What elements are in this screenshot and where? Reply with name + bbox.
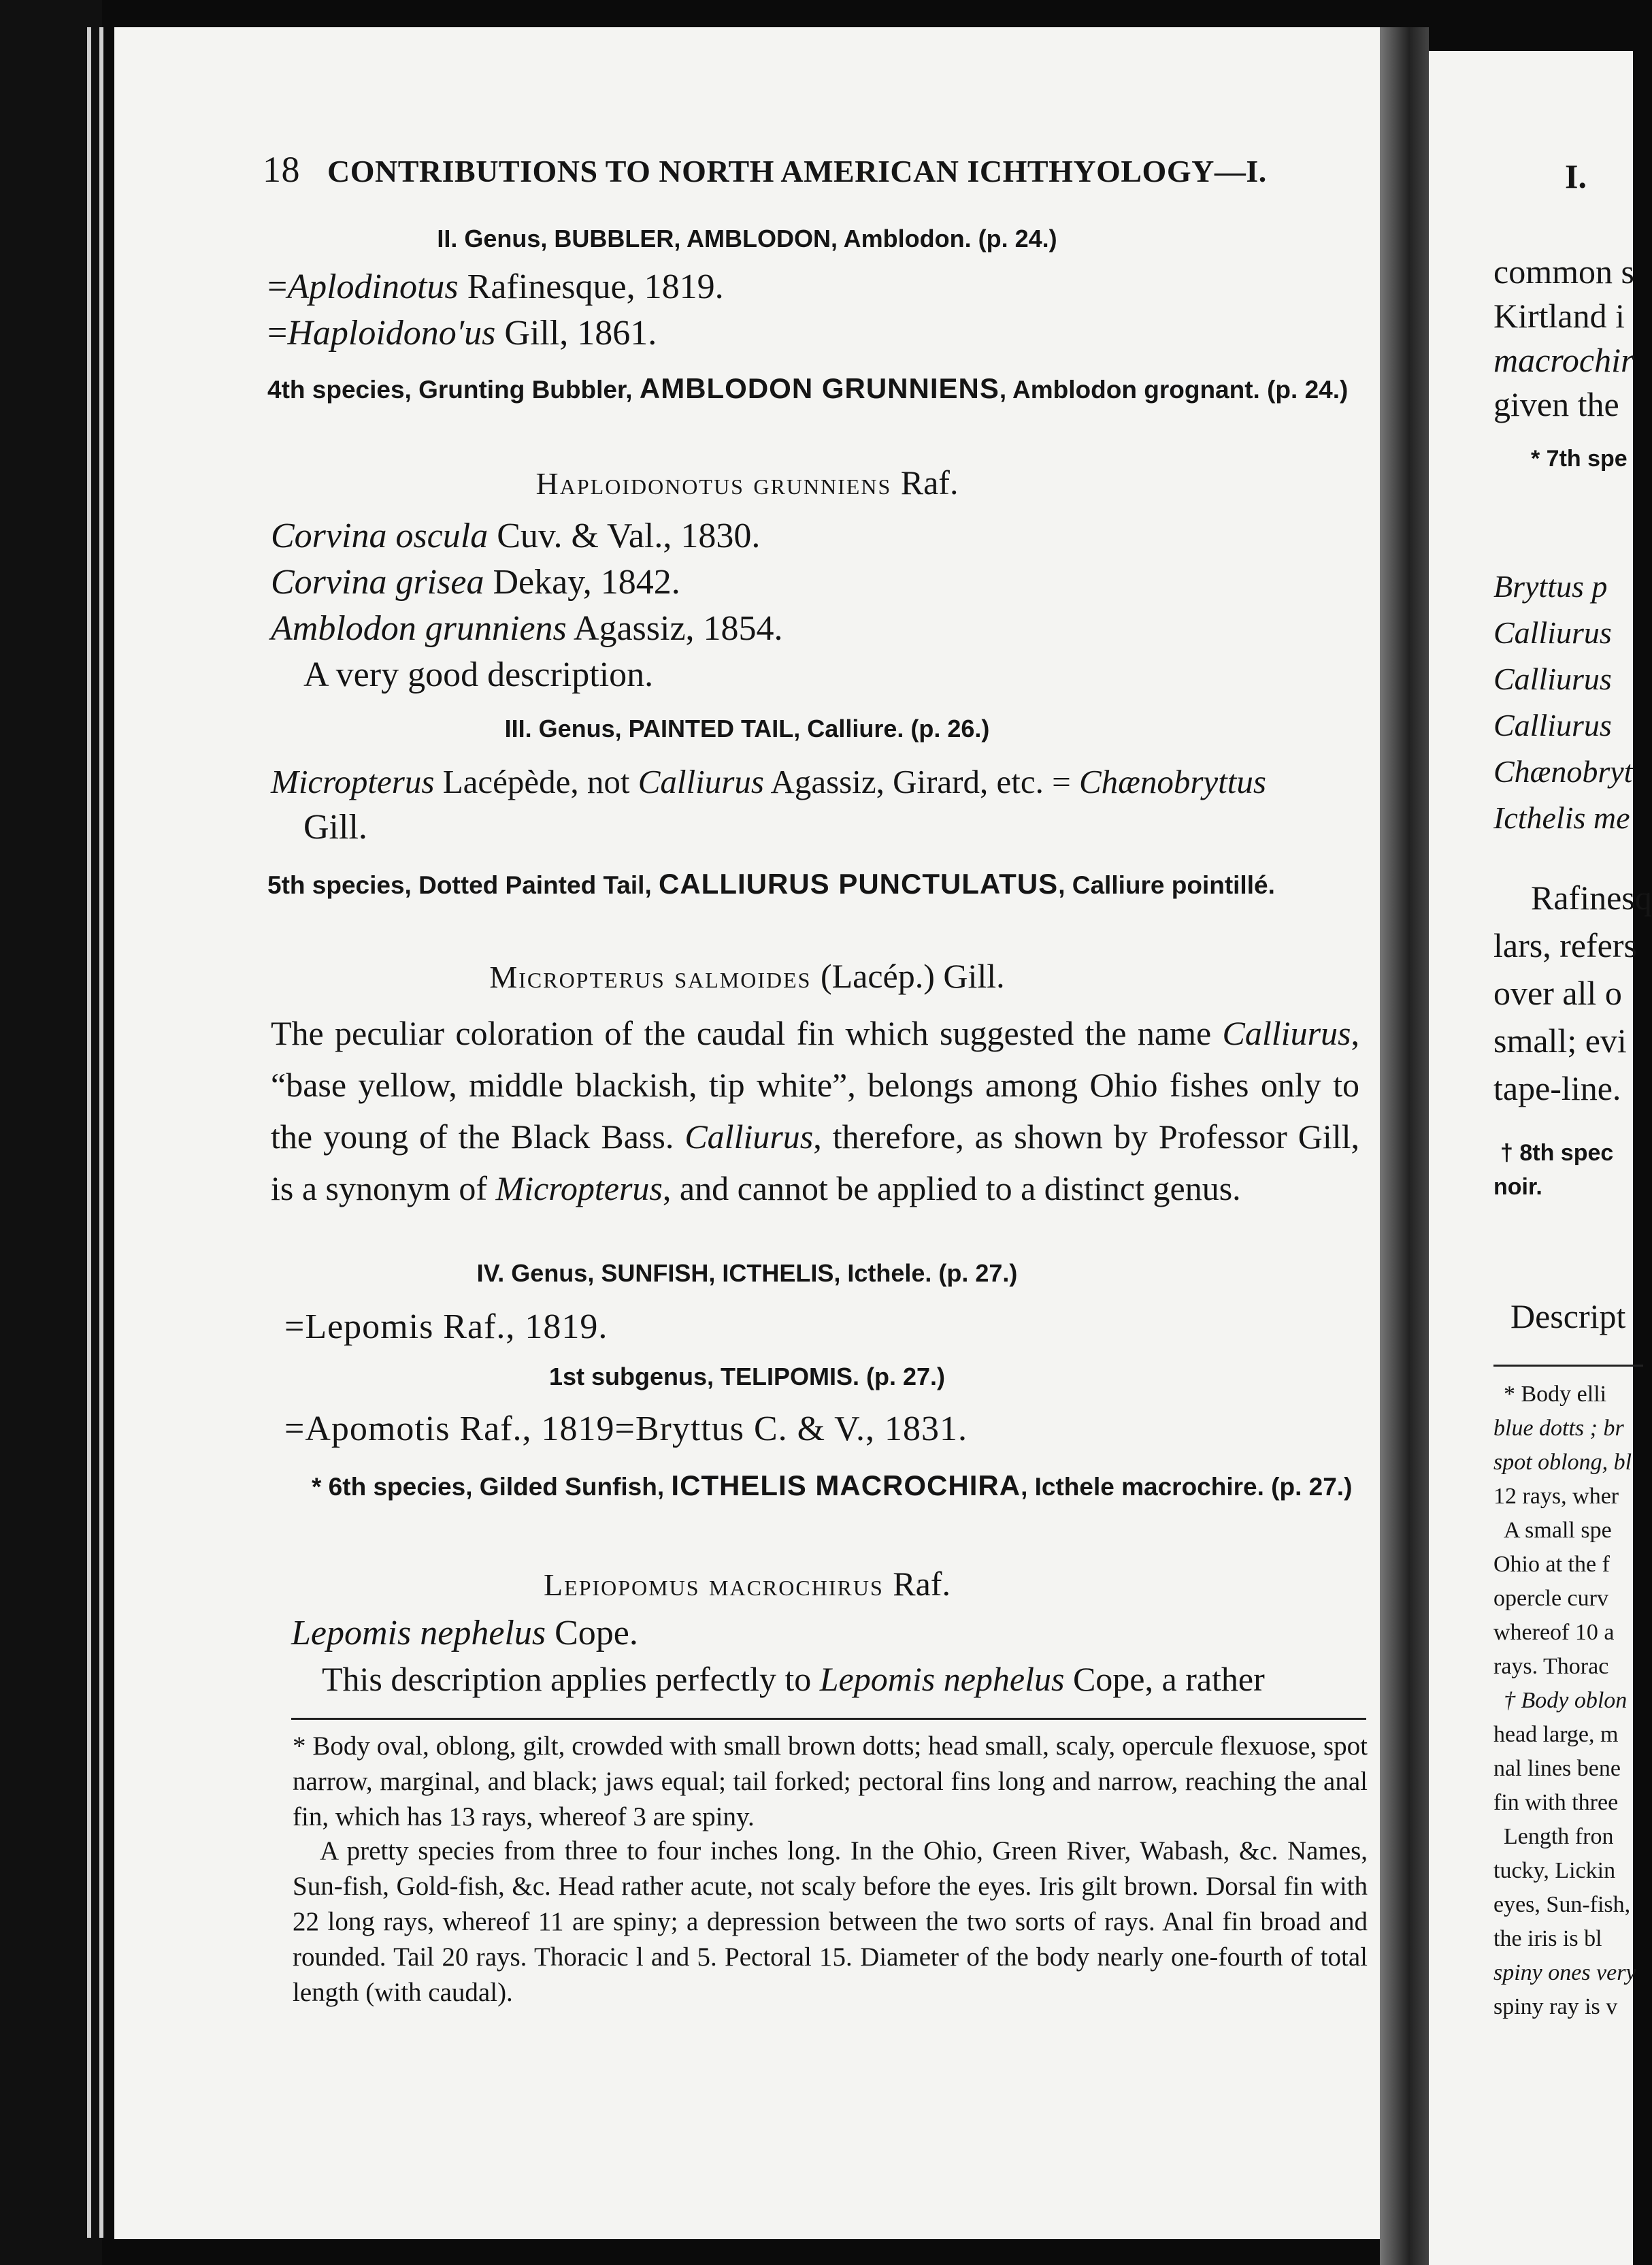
right-note: fin with three	[1493, 1790, 1619, 1815]
footnote-notes: A pretty species from three to four inches long. In the Ohio, Green River, Wabash, &c. Names, Sun-fish, Gold-fish, &c. Head rather acute, not scaly before the eyes. Iris gilt brown. Dorsal fin with 22 long rays, whereof 11 are spiny; a depression between the two sorts of rays. Anal fin broad and rounded. Tail 20 rays. Thoracic l and 5. Pectoral 15. Diameter of the body nearly one-fourth of total length (with caudal).	[293, 1836, 1368, 2007]
running-header	[263, 148, 1267, 191]
synonym-line: Amblodon grunniens Agassiz, 1854.	[271, 609, 783, 648]
scientific-name-4: Haploidonotus grunniens Raf.	[535, 463, 959, 502]
left-page	[114, 27, 1380, 2239]
running-title: CONTRIBUTIONS TO NORTH AMERICAN ICHTHYOLOGY—I.	[327, 154, 1267, 189]
right-note: rays. Thorac	[1493, 1654, 1609, 1679]
micropterus-synonym-author: Gill.	[303, 808, 367, 847]
right-note: Length fron	[1504, 1824, 1614, 1849]
paragraph-nephelus: This description applies perfectly to Lepomis nephelus Cope, a rather	[322, 1660, 1265, 1698]
paragraph-calliurus: The peculiar coloration of the caudal fin which suggested the name Calliurus, “base yellow, middle blackish, tip white”, belongs among Ohio fishes only to the young of the Black Bass. Calliurus, therefore, as shown by Professor Gill, is a synonym of Micropterus, and cannot be applied to a distinct genus.	[271, 1014, 1359, 1207]
right-header: I.	[1565, 157, 1587, 195]
synonym-lepomis-nephelus: Lepomis nephelus Cope.	[291, 1614, 638, 1652]
description-line: A very good description.	[303, 655, 654, 694]
right-synonym: Calliurus	[1493, 615, 1612, 650]
right-synonym: Bryttus p	[1493, 569, 1608, 604]
right-para-line: over all o	[1493, 974, 1622, 1012]
genus-heading-calliure: III. Genus, PAINTED TAIL, Calliure. (p. 26.)	[504, 715, 990, 743]
subgenus-heading: 1st subgenus, TELIPOMIS. (p. 27.)	[548, 1363, 946, 1390]
genus-heading-amblodon: II. Genus, BUBBLER, AMBLODON, Amblodon. (p. 24.)	[437, 225, 1057, 252]
right-synonym: Icthelis me	[1493, 800, 1630, 835]
right-note: the iris is bl	[1493, 1926, 1602, 1951]
right-note: A small spe	[1504, 1518, 1612, 1543]
right-note: * Body elli	[1504, 1382, 1607, 1407]
right-line: given the	[1493, 385, 1619, 423]
right-note: head large, m	[1493, 1722, 1619, 1747]
right-note: † Body oblon	[1504, 1688, 1628, 1713]
synonym-lepomis: =Lepomis Raf., 1819.	[284, 1307, 608, 1346]
page-edge-line	[87, 27, 91, 2238]
right-page	[1429, 51, 1652, 2265]
synonym-line: Corvina oscula Cuv. & Val., 1830.	[271, 517, 761, 555]
genus-heading-icthelis: IV. Genus, SUNFISH, ICTHELIS, Icthele. (p. 27.)	[476, 1259, 1018, 1287]
footnote-description: * Body oval, oblong, gilt, crowded with small brown dotts; head small, scaly, opercule flexuose, spot narrow, marginal, and black; jaws equal; tail forked; pectoral fins long and narrow, reaching the anal fin, which has 13 rays, whereof 3 are spiny.	[293, 1731, 1368, 1831]
right-species-7: * 7th spe	[1531, 446, 1628, 472]
right-synonym: Calliurus	[1493, 662, 1612, 696]
species-heading-6: * 6th species, Gilded Sunfish, ICTHELIS MACROCHIRA, Icthele macrochire. (p. 27.)	[312, 1469, 1353, 1501]
scan-left-edge	[0, 0, 102, 2265]
right-line: common s	[1493, 252, 1634, 291]
right-descript: Descript	[1510, 1297, 1626, 1335]
scientific-name-6: Lepiopomus macrochirus Raf.	[544, 1565, 951, 1603]
right-line: macrochir	[1493, 341, 1634, 379]
right-note: tucky, Lickin	[1493, 1858, 1616, 1883]
right-synonym: Calliurus	[1493, 708, 1612, 743]
right-note: spot oblong, bl	[1493, 1450, 1632, 1475]
synonym-apomotis: =Apomotis Raf., 1819=Bryttus C. & V., 1831.	[284, 1409, 968, 1448]
micropterus-synonym: Micropterus Lacépède, not Calliurus Agassiz, Girard, etc. = Chænobryttus	[271, 763, 1266, 800]
right-note: opercle curv	[1493, 1586, 1608, 1611]
right-note: spiny ones very	[1493, 1960, 1636, 1985]
species-heading-4: 4th species, Grunting Bubbler, AMBLODON GRUNNIENS, Amblodon grognant. (p. 24.)	[267, 372, 1349, 404]
synonym-line: =Aplodinotus Rafinesque, 1819.	[267, 267, 724, 306]
right-para-line: small; evi	[1493, 1022, 1627, 1060]
footnote-rule	[291, 1718, 1366, 1720]
right-species-8-cont: noir.	[1493, 1174, 1542, 1200]
page-edge-line	[99, 27, 103, 2238]
species-heading-5: 5th species, Dotted Painted Tail, CALLIURUS PUNCTULATUS, Calliure pointillé.	[267, 868, 1275, 900]
right-note: whereof 10 a	[1493, 1620, 1615, 1645]
right-note: 12 rays, wher	[1493, 1484, 1619, 1509]
right-note: eyes, Sun-fish,	[1493, 1892, 1631, 1917]
right-note: Ohio at the f	[1493, 1552, 1610, 1577]
synonym-line: Corvina grisea Dekay, 1842.	[271, 563, 680, 602]
right-note: nal lines bene	[1493, 1756, 1621, 1781]
book-gutter	[1380, 27, 1429, 2265]
right-para-line: tape-line.	[1493, 1069, 1621, 1107]
right-species-8: † 8th spec	[1500, 1140, 1614, 1166]
page-number: 18	[263, 149, 300, 190]
synonym-line: =Haploidono′us Gill, 1861.	[267, 314, 657, 353]
scientific-name-5: Micropterus salmoides (Lacép.) Gill.	[489, 957, 1005, 995]
right-synonym: Chænobryt	[1493, 754, 1633, 789]
right-note: spiny ray is v	[1493, 1994, 1618, 2019]
right-note: blue dotts ; br	[1493, 1416, 1624, 1441]
right-rule	[1493, 1365, 1643, 1367]
right-para-line: lars, refers	[1493, 926, 1637, 964]
right-para-line: Rafinesq	[1531, 879, 1652, 917]
right-line: Kirtland i	[1493, 297, 1625, 335]
